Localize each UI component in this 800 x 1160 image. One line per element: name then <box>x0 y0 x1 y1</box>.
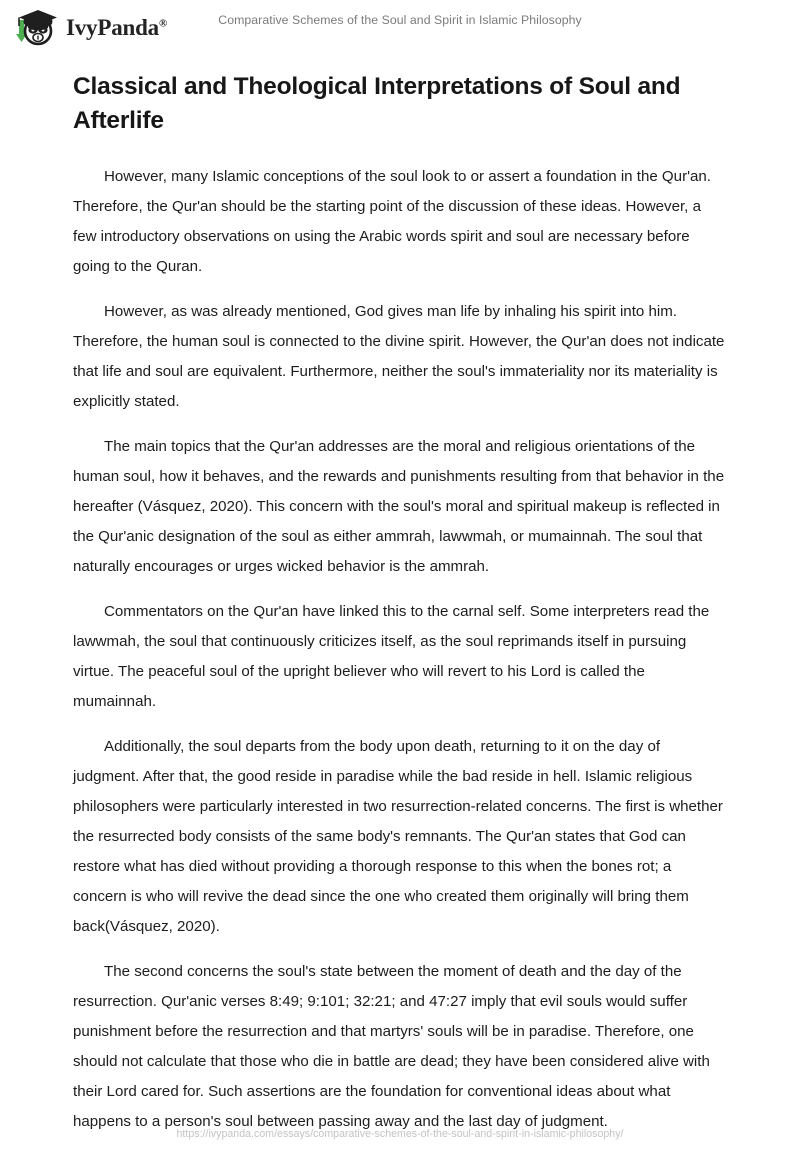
body-paragraph: Commentators on the Qur'an have linked this to the carnal self. Some interpreters read the lawwmah, the soul that continuously criticizes itself, as the soul reprimands itself in pursuing virtue. The peaceful soul of the upright believer who will revert to his Lord is called the mumainnah. <box>73 603 710 710</box>
registered-trademark-icon: ® <box>158 17 168 30</box>
body-paragraph: The main topics that the Qur'an addresses are the moral and religious orientations of the human soul, how it behaves, and the rewards and punishments resulting from that behavior in the hereafter (Vásquez, 2020). This concern with the soul's moral and spiritual makeup is reflected in the Qur'anic designation of the soul as either ammrah, lawwmah, or mumainnah. The soul that naturally encourages or urges wicked behavior is the ammrah. <box>73 438 725 575</box>
running-header-title: Comparative Schemes of the Soul and Spirit in Islamic Philosophy <box>218 13 582 27</box>
body-paragraph: The second concerns the soul's state between the moment of death and the day of the resurrection. Qur'anic verses 8:49; 9:101; 32:21; and 47:27 imply that evil souls would suffer punishment before the resurrection and that martyrs' souls will be in paradise. Therefore, one should not calculate that those who die in battle are dead; they have been considered alive with their Lord cared for. Such assertions are the foundation for conventional ideas about what happens to a person's soul between passing away and the last day of judgment. <box>73 963 710 1130</box>
brand-name-text: IvyPanda <box>66 15 159 40</box>
body-paragraph: However, as was already mentioned, God gives man life by inhaling his spirit into him. Therefore, the human soul is connected to the divine spirit. However, the Qur'an does not indicate that life and soul are equivalent. Furthermore, neither the soul's immateriality nor its materiality is explicitly stated. <box>73 303 725 410</box>
body-paragraph: However, many Islamic conceptions of the soul look to or assert a foundation in the Qur'an. Therefore, the Qur'an should be the starting point of the discussion of these ideas. However, a few introductory observations on using the Arabic words spirit and soul are necessary before going to the Quran. <box>73 168 711 275</box>
page-header <box>0 0 800 56</box>
body-paragraph: Additionally, the soul departs from the body upon death, returning to it on the day of judgment. After that, the good reside in paradise while the bad reside in hell. Islamic religious philosophers were particularly interested in two resurrection-related concerns. The first is whether the resurrected body consists of the same body's remnants. The Qur'an states that God can restore what has died without providing a thorough response to this when the bones rot; a concern is who will revive the dead since the one who created them originally will bring them back(Vásquez, 2020). <box>73 738 723 935</box>
page-title: Classical and Theological Interpretations of Soul and Afterlife <box>73 73 681 134</box>
page-footer <box>0 1124 800 1142</box>
footer-source-url[interactable]: https://ivypanda.com/essays/comparative-schemes-of-the-soul-and-spirit-in-islamic-philosophy/ <box>176 1128 624 1140</box>
document-body <box>73 70 727 1152</box>
